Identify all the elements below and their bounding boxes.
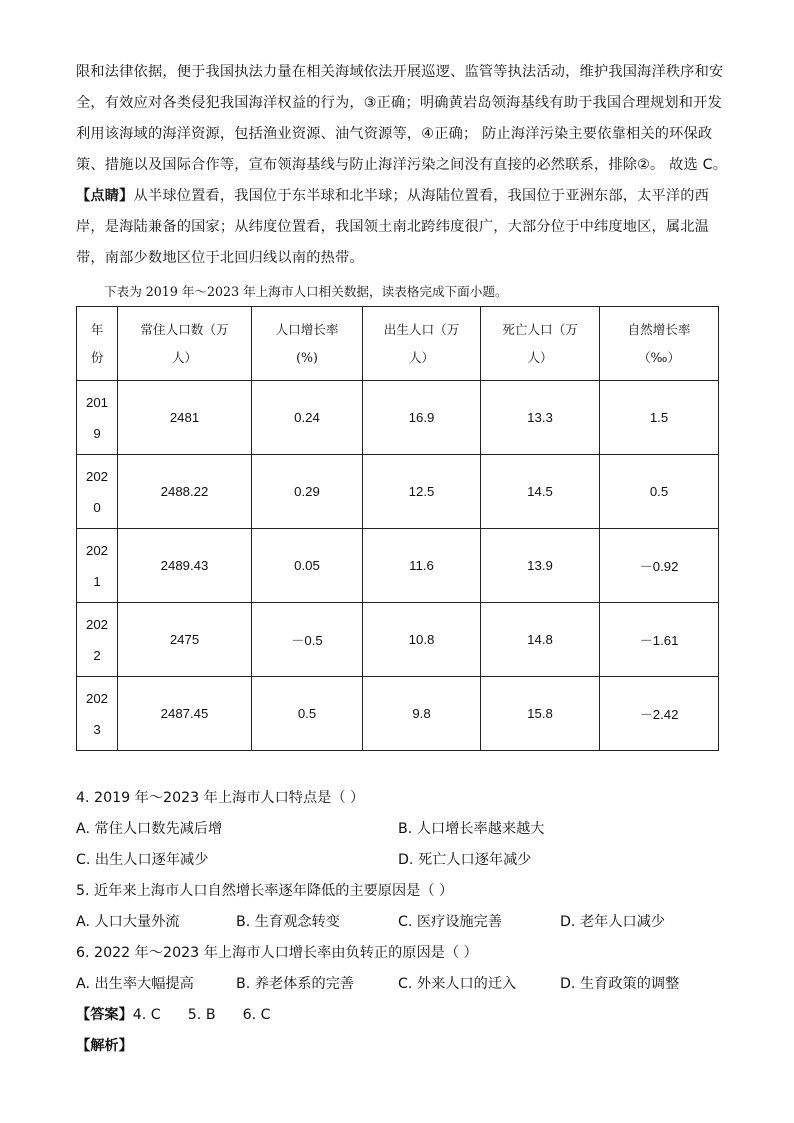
table-row bbox=[77, 529, 719, 603]
question-5-option-b[interactable]: B. 生育观念转变 bbox=[236, 914, 340, 930]
paragraph-line: 策、措施以及国际合作等，宣布领海基线与防止海洋污染之间没有直接的必然联系，排除②。 故选 C。 bbox=[76, 157, 728, 173]
question-5-option-a[interactable]: A. 人口大量外流 bbox=[76, 914, 180, 930]
year-cell: 202 1 bbox=[77, 529, 118, 603]
population-cell: 2488.22 bbox=[118, 455, 252, 529]
growth-cell: －0.5 bbox=[252, 603, 363, 677]
year-cell: 202 2 bbox=[77, 603, 118, 677]
deaths-cell: 13.9 bbox=[481, 529, 600, 603]
question-4-option-c[interactable]: C. 出生人口逐年减少 bbox=[76, 852, 209, 868]
population-cell: 2475 bbox=[118, 603, 252, 677]
growth-cell: 0.05 bbox=[252, 529, 363, 603]
year-cell: 202 0 bbox=[77, 455, 118, 529]
answer-label: 【答案】 bbox=[76, 1007, 133, 1023]
header-resident-population: 常住人口数（万 人） bbox=[118, 307, 252, 381]
population-cell: 2487.45 bbox=[118, 677, 252, 751]
population-table bbox=[76, 306, 719, 751]
question-4-option-d[interactable]: D. 死亡人口逐年减少 bbox=[398, 852, 532, 868]
table-row bbox=[77, 455, 719, 529]
births-cell: 9.8 bbox=[363, 677, 481, 751]
answer-text: 4. C 5. B 6. C bbox=[132, 1007, 271, 1023]
question-6-option-b[interactable]: B. 养老体系的完善 bbox=[236, 976, 355, 992]
header-year: 年 份 bbox=[77, 307, 118, 381]
table-row bbox=[77, 603, 719, 677]
tip-text: 从半球位置看，我国位于东半球和北半球；从海陆位置看，我国位于亚洲东部，太平洋的西 bbox=[133, 188, 710, 204]
header-births: 出生人口（万 人） bbox=[363, 307, 481, 381]
header-growth-rate: 人口增长率 (%) bbox=[252, 307, 363, 381]
paragraph-line: 限和法律依据，便于我国执法力量在相关海域依法开展巡逻、监管等执法活动，维护我国海洋秩序和安 bbox=[76, 64, 724, 80]
births-cell: 10.8 bbox=[363, 603, 481, 677]
paragraph-line: 利用该海域的海洋资源，包括渔业资源、油气资源等，④正确； 防止海洋污染主要依靠相关的环保政 bbox=[76, 126, 713, 142]
births-cell: 12.5 bbox=[363, 455, 481, 529]
births-cell: 11.6 bbox=[363, 529, 481, 603]
header-deaths: 死亡人口（万 人） bbox=[481, 307, 600, 381]
population-cell: 2481 bbox=[118, 381, 252, 455]
tip-line: 岸，是海陆兼备的国家；从纬度位置看，我国领土南北跨纬度很广，大部分位于中纬度地区，属北温 bbox=[76, 219, 710, 235]
natural-growth-cell: 1.5 bbox=[600, 381, 719, 455]
question-5-stem: 5. 近年来上海市人口自然增长率逐年降低的主要原因是（ ） bbox=[76, 883, 454, 899]
deaths-cell: 15.8 bbox=[481, 677, 600, 751]
table-header-row bbox=[77, 307, 719, 381]
deaths-cell: 13.3 bbox=[481, 381, 600, 455]
growth-cell: 0.29 bbox=[252, 455, 363, 529]
question-5-option-c[interactable]: C. 医疗设施完善 bbox=[398, 914, 503, 930]
analysis-line bbox=[76, 1035, 133, 1055]
natural-growth-cell: 0.5 bbox=[600, 455, 719, 529]
table-row bbox=[77, 677, 719, 751]
question-6-stem: 6. 2022 年～2023 年上海市人口增长率由负转正的原因是（ ） bbox=[76, 945, 478, 961]
answer-line bbox=[76, 1004, 271, 1024]
growth-cell: 0.5 bbox=[252, 677, 363, 751]
question-5-option-d[interactable]: D. 老年人口减少 bbox=[560, 914, 666, 930]
growth-cell: 0.24 bbox=[252, 381, 363, 455]
natural-growth-cell: －2.42 bbox=[600, 677, 719, 751]
tip-line bbox=[76, 181, 720, 212]
question-4-option-a[interactable]: A. 常住人口数先减后增 bbox=[76, 821, 223, 837]
header-natural-growth: 自然增长率 （‰） bbox=[600, 307, 719, 381]
question-4-option-b[interactable]: B. 人口增长率越来越大 bbox=[398, 821, 545, 837]
question-4-stem: 4. 2019 年～2023 年上海市人口特点是（ ） bbox=[76, 790, 365, 806]
analysis-label: 【解析】 bbox=[76, 1038, 133, 1054]
tip-label: 【点睛】 bbox=[76, 188, 134, 204]
tip-paragraph bbox=[76, 181, 720, 274]
explanation-paragraph bbox=[76, 57, 728, 181]
tip-line: 带，南部少数地区位于北回归线以南的热带。 bbox=[76, 250, 364, 266]
births-cell: 16.9 bbox=[363, 381, 481, 455]
question-6-option-d[interactable]: D. 生育政策的调整 bbox=[560, 976, 680, 992]
table-intro: 下表为 2019 年～2023 年上海市人口相关数据，读表格完成下面小题。 bbox=[104, 284, 508, 299]
question-6-option-a[interactable]: A. 出生率大幅提高 bbox=[76, 976, 194, 992]
question-6-option-c[interactable]: C. 外来人口的迁入 bbox=[398, 976, 517, 992]
year-cell: 202 3 bbox=[77, 677, 118, 751]
deaths-cell: 14.5 bbox=[481, 455, 600, 529]
population-cell: 2489.43 bbox=[118, 529, 252, 603]
table-row bbox=[77, 381, 719, 455]
deaths-cell: 14.8 bbox=[481, 603, 600, 677]
paragraph-line: 全，有效应对各类侵犯我国海洋权益的行为，③正确；明确黄岩岛领海基线有助于我国合理规划和开发 bbox=[76, 95, 722, 111]
natural-growth-cell: －1.61 bbox=[600, 603, 719, 677]
natural-growth-cell: －0.92 bbox=[600, 529, 719, 603]
year-cell: 201 9 bbox=[77, 381, 118, 455]
